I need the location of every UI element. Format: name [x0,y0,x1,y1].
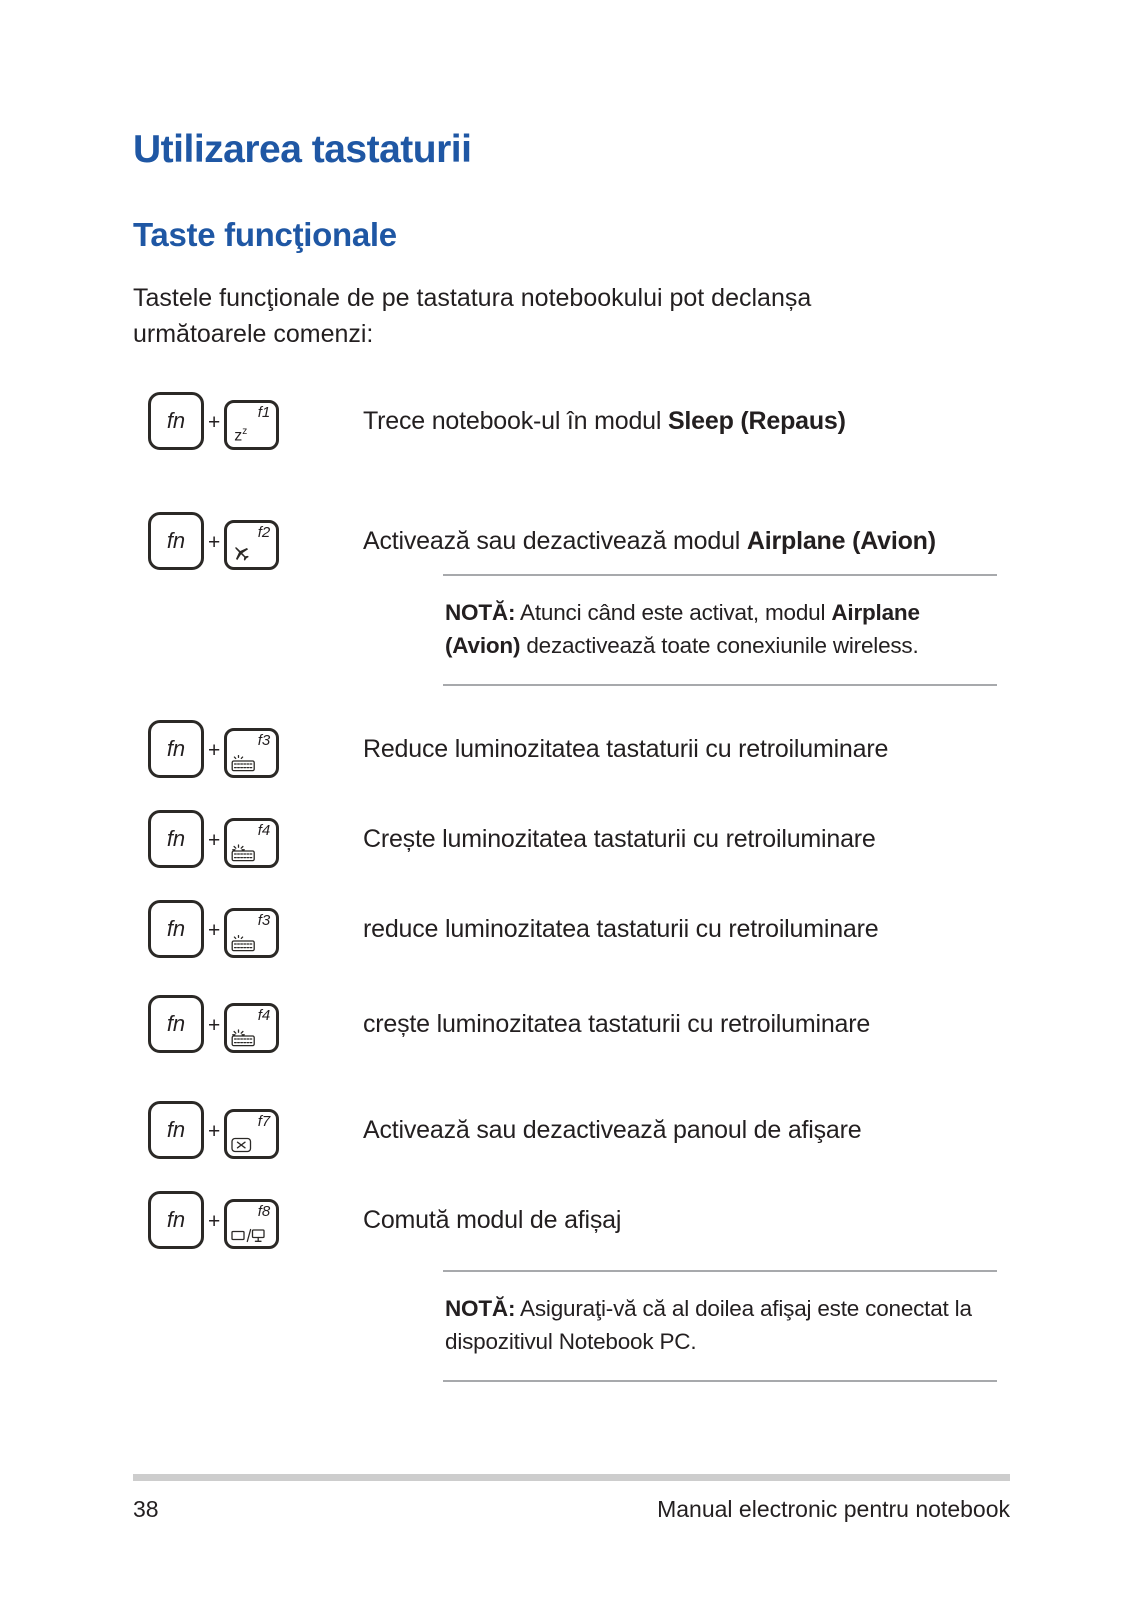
f8-key-label: f8 [257,1203,271,1221]
function-key-row-f8 [133,1191,1010,1249]
key-combo [148,900,288,958]
keyboard-backlight-increase-icon [231,843,256,862]
fn-key [148,720,204,778]
function-key-row-f7 [133,1101,1010,1159]
plus-sign: + [208,1120,221,1144]
f7-key-label: f7 [257,1113,271,1131]
f4-key-label: f4 [257,822,271,840]
f4-key [224,1003,279,1053]
keyboard-backlight-increase-icon [231,1028,256,1047]
key-combo [148,392,288,450]
f2-key [224,520,279,570]
key-combo [148,1191,288,1249]
plus-sign: + [208,829,221,853]
keyboard-backlight-decrease-icon [231,753,256,772]
display-mode-switch-icon [231,1228,265,1243]
fn-key-label: fn [166,916,186,942]
fn-key-label: fn [166,408,186,433]
plus-sign: + [208,1014,221,1038]
fn-key [148,392,204,450]
fn-key [148,1101,204,1159]
page-footer [133,1474,1010,1523]
plus-sign: + [208,531,221,554]
fn-key [148,995,204,1053]
footer-divider [133,1474,1010,1481]
fn-key-label: fn [166,736,186,762]
function-key-row-f3-alt [133,900,1010,958]
plus-sign: + [208,1210,221,1234]
function-key-row-f2 [133,512,1010,570]
plus-sign: + [208,919,221,943]
key-combo [148,995,288,1053]
f3-key-label: f3 [257,912,271,930]
page-number: 38 [133,1496,159,1522]
note-label: NOTĂ: [445,600,516,625]
key-description: Activează sau dezactivează modul Airplane (Avion) [363,526,936,555]
key-description: Trece notebook-ul în modul Sleep (Repaus) [363,406,846,435]
f2-key-label: f2 [257,524,271,541]
fn-key [148,810,204,868]
key-combo [148,1101,288,1159]
fn-key-label: fn [166,1011,186,1037]
f3-key [224,908,279,958]
document-title: Manual electronic pentru notebook [657,1496,1010,1522]
fn-key [148,900,204,958]
display-panel-toggle-icon [231,1137,252,1153]
footer-text-row [133,1496,1010,1523]
key-description: Activează sau dezactivează panoul de afişare [363,1115,862,1144]
fn-key [148,1191,204,1249]
f4-key [224,818,279,868]
fn-key [148,512,204,570]
note-box-airplane: NOTĂ: Atunci când este activat, modul Airplane (Avion) dezactivează toate conexiunile wireless. [443,574,997,686]
plus-sign: + [208,739,221,763]
key-description: crește luminozitatea tastaturii cu retroiluminare [363,1009,871,1038]
key-combo [148,720,288,778]
fn-key-label: fn [166,528,186,553]
function-key-row-f3 [133,720,1010,778]
note-box-second-display: NOTĂ: Asiguraţi-vă că al doilea afişaj este conectat la dispozitivul Notebook PC. [443,1270,997,1382]
fn-key-label: fn [166,826,186,852]
key-combo [148,512,288,570]
key-description: Reduce luminozitatea tastaturii cu retroiluminare [363,734,889,763]
f7-key [224,1109,279,1159]
function-key-row-f1 [133,392,1010,450]
f3-key [224,728,279,778]
f4-key-label: f4 [257,1007,271,1025]
keyboard-backlight-decrease-icon [231,933,256,952]
f8-key [224,1199,279,1249]
key-description: reduce luminozitatea tastaturii cu retroiluminare [363,914,879,943]
key-combo [148,810,288,868]
function-key-row-f4-alt [133,995,1010,1053]
function-key-row-f4 [133,810,1010,868]
section-title: Taste funcţionale [133,216,397,253]
plus-sign: + [208,411,221,434]
key-description: Crește luminozitatea tastaturii cu retroiluminare [363,824,876,853]
sleep-icon: $z^z$ [234,425,248,444]
airplane-icon [231,543,252,564]
page-title: Utilizarea tastaturii [133,128,472,171]
key-description: Comută modul de afișaj [363,1205,622,1234]
intro-paragraph: Tastele funcţionale de pe tastatura notebookului pot declanșa următoarele comenzi: [133,284,812,348]
note-label: NOTĂ: [445,1296,516,1322]
f1-key [224,400,279,450]
fn-key-label: fn [166,1207,186,1233]
f1-key-label: f1 [257,404,271,421]
fn-key-label: fn [166,1117,186,1143]
f3-key-label: f3 [257,732,271,750]
